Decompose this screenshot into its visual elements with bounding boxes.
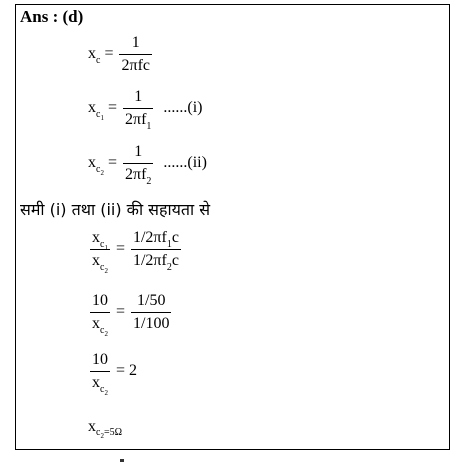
eq2-lhs: $x_{c_1}$ — [88, 99, 104, 123]
eq7-x: x — [88, 418, 96, 435]
eq4-lhs-den: $x_{c_2}$ — [90, 249, 110, 270]
eq1-equals: = — [104, 45, 114, 63]
eq5-rhs-num: 1/50 — [137, 292, 166, 309]
hindi-instruction: समी (i) तथा (ii) की सहायता से — [20, 200, 211, 219]
cropped-text-fragment — [120, 449, 320, 463]
equation-3 — [88, 143, 207, 187]
eq6-rhs: 2 — [129, 362, 138, 380]
eq2-fraction — [123, 88, 153, 132]
eq2-equals: = — [107, 99, 117, 117]
eq3-denominator: $2\pi f_2$ — [123, 163, 153, 184]
eq6-lhs-fraction — [90, 351, 110, 397]
eq4-rhs-num: $1/2\pi f_1c$ — [132, 229, 179, 250]
answer-label: Ans : (d) — [20, 7, 84, 26]
eq2-tag: ......(i) — [163, 99, 203, 117]
equation-6 — [88, 351, 138, 397]
eq3-fraction — [123, 143, 153, 187]
eq2-denominator: $2\pi f_1$ — [123, 108, 153, 129]
eq5-rhs-den: 1/100 — [131, 312, 171, 333]
eq5-lhs-den: $x_{c_2}$ — [90, 312, 110, 333]
eq2-numerator: 1 — [134, 88, 143, 105]
eq4-lhs-fraction — [90, 229, 110, 275]
eq1-numerator: 1 — [131, 34, 140, 51]
eq1-fraction — [119, 34, 152, 74]
eq4-rhs-fraction — [131, 229, 181, 273]
eq7-subscript: $c_2=5\Omega$ — [96, 426, 123, 440]
eq1-lhs: $x_c$ — [88, 45, 101, 67]
eq4-equals: = — [115, 240, 125, 258]
eq3-tag: ......(ii) — [163, 154, 207, 172]
equation-5 — [88, 292, 173, 338]
eq5-lhs-fraction — [90, 292, 110, 338]
eq6-equals: = — [116, 362, 126, 380]
eq4-rhs-den: $1/2\pi f_2c$ — [131, 249, 181, 270]
eq3-equals: = — [107, 154, 117, 172]
eq5-rhs-fraction — [131, 292, 171, 332]
eq4-lhs-num: $x_{c_1}$ — [92, 229, 108, 252]
eq5-equals: = — [116, 303, 126, 321]
eq6-lhs-num: 10 — [92, 351, 108, 368]
eq6-lhs-den: $x_{c_2}$ — [90, 371, 110, 392]
eq5-lhs-num: 10 — [92, 292, 108, 309]
equation-1 — [88, 34, 154, 74]
eq3-numerator: 1 — [134, 143, 143, 160]
answer-box — [15, 4, 450, 450]
equation-7 — [88, 418, 123, 440]
equation-4 — [88, 229, 183, 275]
eq1-denominator: 2πfc — [119, 54, 152, 75]
eq3-lhs: $x_{c_2}$ — [88, 154, 104, 178]
equation-2 — [88, 88, 203, 132]
